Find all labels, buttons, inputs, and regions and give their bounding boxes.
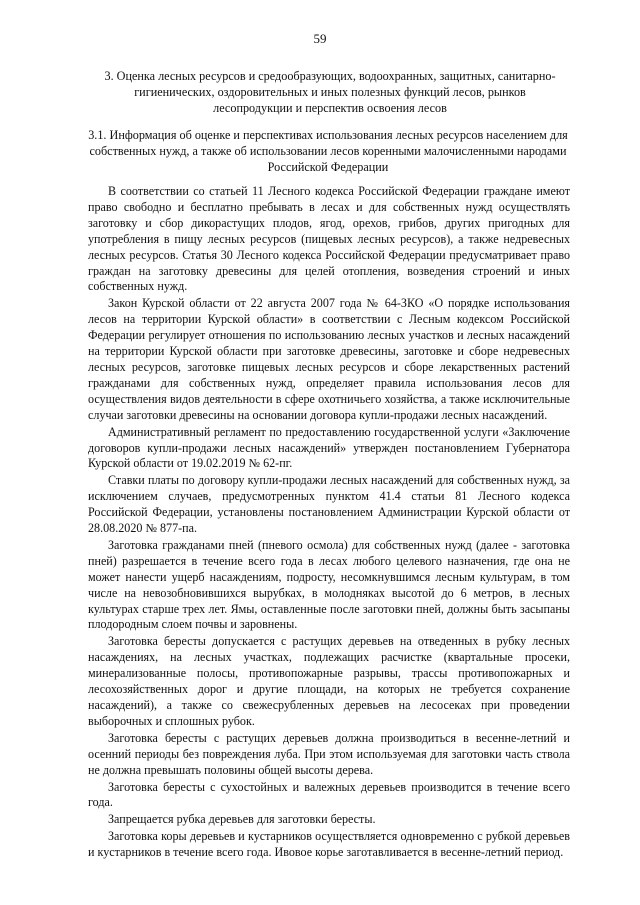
paragraph: В соответствии со статьей 11 Лесного кодекса Российской Федерации граждане имеют право свободно и бесплатно пребывать в лесах и для собственных нужд осуществлять заготовку и сбор дикорастущих плодов, ягод, орехов, грибов, других пригодных для употребления в пищу лесных ресурсов (пищевых лесных ресурсов), а также недревесных лесных ресурсов. Статья 30 Лесного кодекса Российской Федерации предусматривает право граждан на заготовку древесины для целей отопления, возведения строений и иных собственных нужд. — [88, 184, 570, 294]
paragraph: Заготовка гражданами пней (пневого осмола) для собственных нужд (далее - заготовка пней) разрешается в течение всего года в лесах любого целевого назначения, где она не может нанести ущерб насаждениям, подросту, несомкнувшимся лесным культурам, в том числе на невозобновившихся вырубках, в молодняках высотой до 6 метров, в лесных культурах старше трех лет. Ямы, оставленные после заготовки пней, должны быть засыпаны плодородным слоем почвы и заровнены. — [88, 537, 570, 632]
paragraph: Заготовка бересты с растущих деревьев должна производиться в весенне-летний и осенний периоды без повреждения луба. При этом используемая для заготовки часть ствола не должна превышать половины общей высоты дерева. — [88, 730, 570, 777]
paragraph: Запрещается рубка деревьев для заготовки бересты. — [108, 812, 376, 827]
section-heading: 3. Оценка лесных ресурсов и средообразующих, водоохранных, защитных, санитарно-гигиенических, оздоровительных и иных полезных функций лесов, рынков лесопродукции и перспектив освоения лесов — [104, 69, 556, 115]
paragraph: Заготовка бересты допускается с растущих деревьев на отведенных в рубку лесных насаждениях, на лесных участках, подлежащих расчистке (квартальные просеки, минерализованные полосы, противопожарные разрывы, трассы противопожарных и лесохозяйственных дорог и другие площади, на которых не требуется сохранение насаждений), а также со свежесрубленных деревьев на лесосеках при проведении выборочных и сплошных рубок. — [88, 634, 570, 728]
body-text — [88, 184, 570, 862]
paragraph: Административный регламент по предоставлению государственной услуги «Заключение договоров купли-продажи лесных насаждений» утвержден постановлением Губернатора Курской области от 19.02.2019 № 62-пг. — [88, 424, 570, 471]
paragraph: Ставки платы по договору купли-продажи лесных насаждений для собственных нужд, за исключением случаев, предусмотренных пунктом 41.4 статьи 81 Лесного кодекса Российской Федерации, установлены постановлением Администрации Курской области от 28.08.2020 № 877-па. — [88, 473, 570, 536]
subsection-heading: 3.1. Информация об оценке и перспективах использования лесных ресурсов населением для собственных нужд, а также об использовании лесов коренными малочисленными народами Российской Федерации — [88, 128, 568, 174]
paragraph: Заготовка коры деревьев и кустарников осуществляется одновременно с рубкой деревьев и кустарников в течение всего года. Ивовое корье заготавливается в весенне-летний период. — [88, 829, 570, 860]
page-number: 59 — [313, 31, 327, 46]
paragraph: Заготовка бересты с сухостойных и валежных деревьев производится в течение всего года. — [88, 779, 570, 810]
paragraph: Закон Курской области от 22 августа 2007 года № 64-ЗКО «О порядке использования лесов на территории Курской области» в соответствии с Лесным кодексом Российской Федерации регулирует отношения по использованию лесных участков и лесных насаждений на территории Курской области при заготовке древесины, заготовке и сборе недревесных лесных ресурсов, заготовке пищевых лесных ресурсов и сборе лекарственных растений гражданами для собственных нужд, определяет правила использования лесов для осуществления видов деятельности в сфере охотничьего хозяйства, а также исключительные случаи заготовки древесины на основании договора купли-продажи лесных насаждений. — [88, 296, 570, 422]
